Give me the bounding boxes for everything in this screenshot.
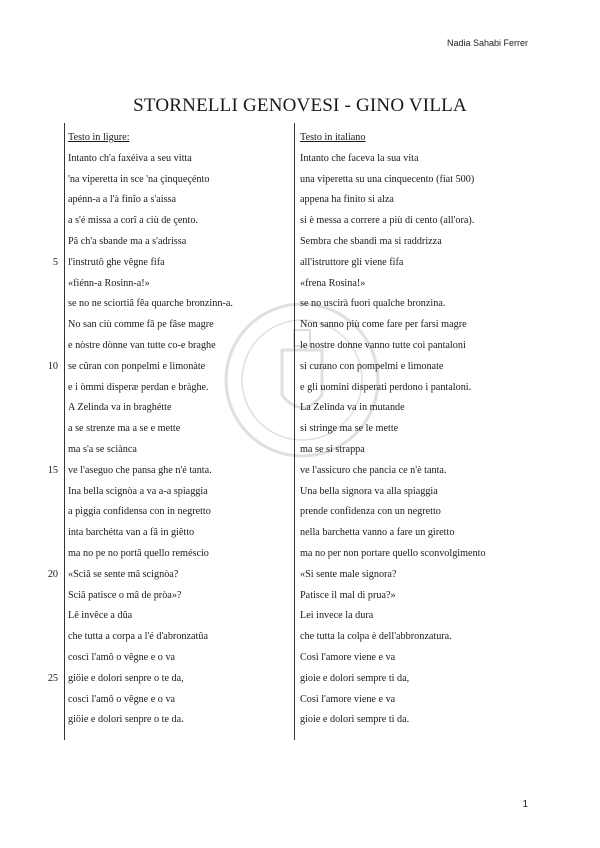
italiano-verse-line: che tutta la colpa è dell'abbronzatura. [300, 631, 452, 643]
ligure-verse-line: «Sciâ se sente mâ scignòa? [68, 568, 179, 580]
ligure-verse-line: coscì l'amô o vêgne e o va [68, 693, 176, 705]
italiano-verse-line: Così l'amore viene e va [300, 651, 396, 663]
line-number: 25 [47, 672, 58, 684]
ligure-verse-line: coscì l'amô o vêgne e o va [68, 651, 176, 663]
ligure-verse-line: a se strenze ma a se e mette [68, 423, 181, 435]
italiano-verse-line: ve l'assicuro che pancia ce n'è tanta. [300, 464, 447, 476]
ligure-verse-line: a s'é missa a corî a ciù de çento. [68, 215, 198, 227]
italiano-verse-line: appena ha finito si alza [300, 194, 394, 206]
italiano-verse-line: Una bella signora va alla spiaggia [300, 485, 438, 497]
italiano-verse-line: Così l'amore viene e va [300, 693, 396, 705]
line-number: 15 [47, 464, 58, 476]
ligure-verse-line: ve l'aseguo che pansa ghe n'é tanta. [68, 464, 212, 476]
ligure-verse-line: se no ne sciortiâ fêa quarche bronzinn-a. [68, 298, 233, 310]
ligure-verse-line: No san ciù comme fâ pe fâse magre [68, 319, 214, 331]
italiano-verse-line: gioie e dolori sempre ti da. [300, 714, 410, 726]
italiano-verse-line: una viperetta su una cinquecento (fiat 500) [300, 173, 475, 185]
italiano-column [300, 128, 550, 731]
line-number: 5 [52, 256, 58, 268]
ligure-verse-line: Ina bella scignòa a va a-a spiaggia [68, 485, 208, 497]
line-number: 10 [47, 360, 58, 372]
italiano-heading: Testo in italiano [300, 132, 366, 143]
ligure-verse-line: Sciâ patisce o mâ de pròa»? [68, 589, 182, 601]
ligure-verse-line: che tutta a corpa a l'é d'abronzatûa [68, 631, 208, 643]
ligure-verse-line: Lê invêce a dûa [68, 610, 133, 622]
line-number: 20 [47, 568, 58, 580]
ligure-verse-line: giöie e dolori senpre o te da. [68, 714, 184, 726]
italiano-verse-line: e gli uomini disperati perdono i pantaloni. [300, 381, 472, 393]
italiano-verse-line: si è messa a correre a più di cento (all'ora). [300, 215, 475, 227]
ligure-verse-line: apénn-a a l'à finîo a s'aissa [68, 194, 177, 206]
italiano-verse-line: «frena Rosina!» [300, 277, 366, 289]
italiano-verse-line: La Zelinda va in mutande [300, 402, 405, 414]
italiano-verse-line: ma se si strappa [300, 443, 365, 455]
italiano-verse-line: Sembra che sbandi ma si raddrizza [300, 235, 442, 247]
ligure-verse-line: a piggia confidensa con in negretto [68, 506, 211, 518]
italiano-verse-line: prende confidenza con un negretto [300, 506, 441, 518]
ligure-verse-line: «fiénn-a Rosinn-a!» [68, 277, 150, 289]
italiano-verse-line: all'istruttore gli viene fifa [300, 256, 404, 268]
ligure-verse-line: e i òmmi disperæ perdan e bràghe. [68, 381, 209, 393]
ligure-verse-line: e nòstre dònne van tutte co-e braghe [68, 339, 216, 351]
ligure-verse-line: l'instrutô ghe vêgne fifa [68, 256, 165, 268]
page-number: 1 [522, 799, 528, 810]
italiano-verse-line: Patisce il mal di prua?» [300, 589, 396, 601]
ligure-verse-line: ma no pe no portâ quello reméscio [68, 547, 209, 559]
italiano-verse-line: Intanto che faceva la sua vita [300, 152, 419, 164]
ligure-verse-line: 'na viperetta in sce 'na çinqueçénto [68, 173, 210, 185]
italiano-verse-line: ma no per non portare quello sconvolgimento [300, 547, 486, 559]
italiano-verse-line: gioie e dolori sempre ti da, [300, 672, 410, 684]
italiano-verse-line: le nostre donne vanno tutte coi pantaloni [300, 339, 466, 351]
italiano-verse-line: «Si sente male signora? [300, 568, 397, 580]
italiano-verse-line: se no uscirà fuori qualche bronzina. [300, 298, 446, 310]
italiano-verse-line: nella barchetta vanno a fare un giretto [300, 527, 455, 539]
author-header: Nadia Sahabi Ferrer [446, 38, 528, 48]
ligure-verse-line: se cûran con ponpelmi e limonàte [68, 360, 206, 372]
page-title: STORNELLI GENOVESI - GINO VILLA [133, 95, 467, 116]
left-rule [64, 123, 65, 740]
italiano-verse-line: Lei invece la dura [300, 610, 374, 622]
ligure-heading: Testo in ligure: [68, 132, 130, 143]
ligure-verse-line: giöie e dolori senpre o te da, [68, 672, 184, 684]
ligure-verse-line: Pâ ch'a sbande ma a s'adrissa [68, 235, 187, 247]
ligure-column [68, 128, 292, 731]
italiano-verse-line: Non sanno più come fare per farsi magre [300, 319, 467, 331]
ligure-verse-line: ma s'a se sciànca [68, 443, 137, 455]
ligure-verse-line: A Zelinda va in braghétte [68, 402, 172, 414]
italiano-verse-line: si stringe ma se le mette [300, 423, 399, 435]
ligure-verse-line: inta barchétta van a fâ in giêtto [68, 527, 195, 539]
italiano-verse-line: si curano con pompelmi e limonate [300, 360, 444, 372]
ligure-verse-line: Intanto ch'a faxéiva a seu vitta [68, 152, 192, 164]
